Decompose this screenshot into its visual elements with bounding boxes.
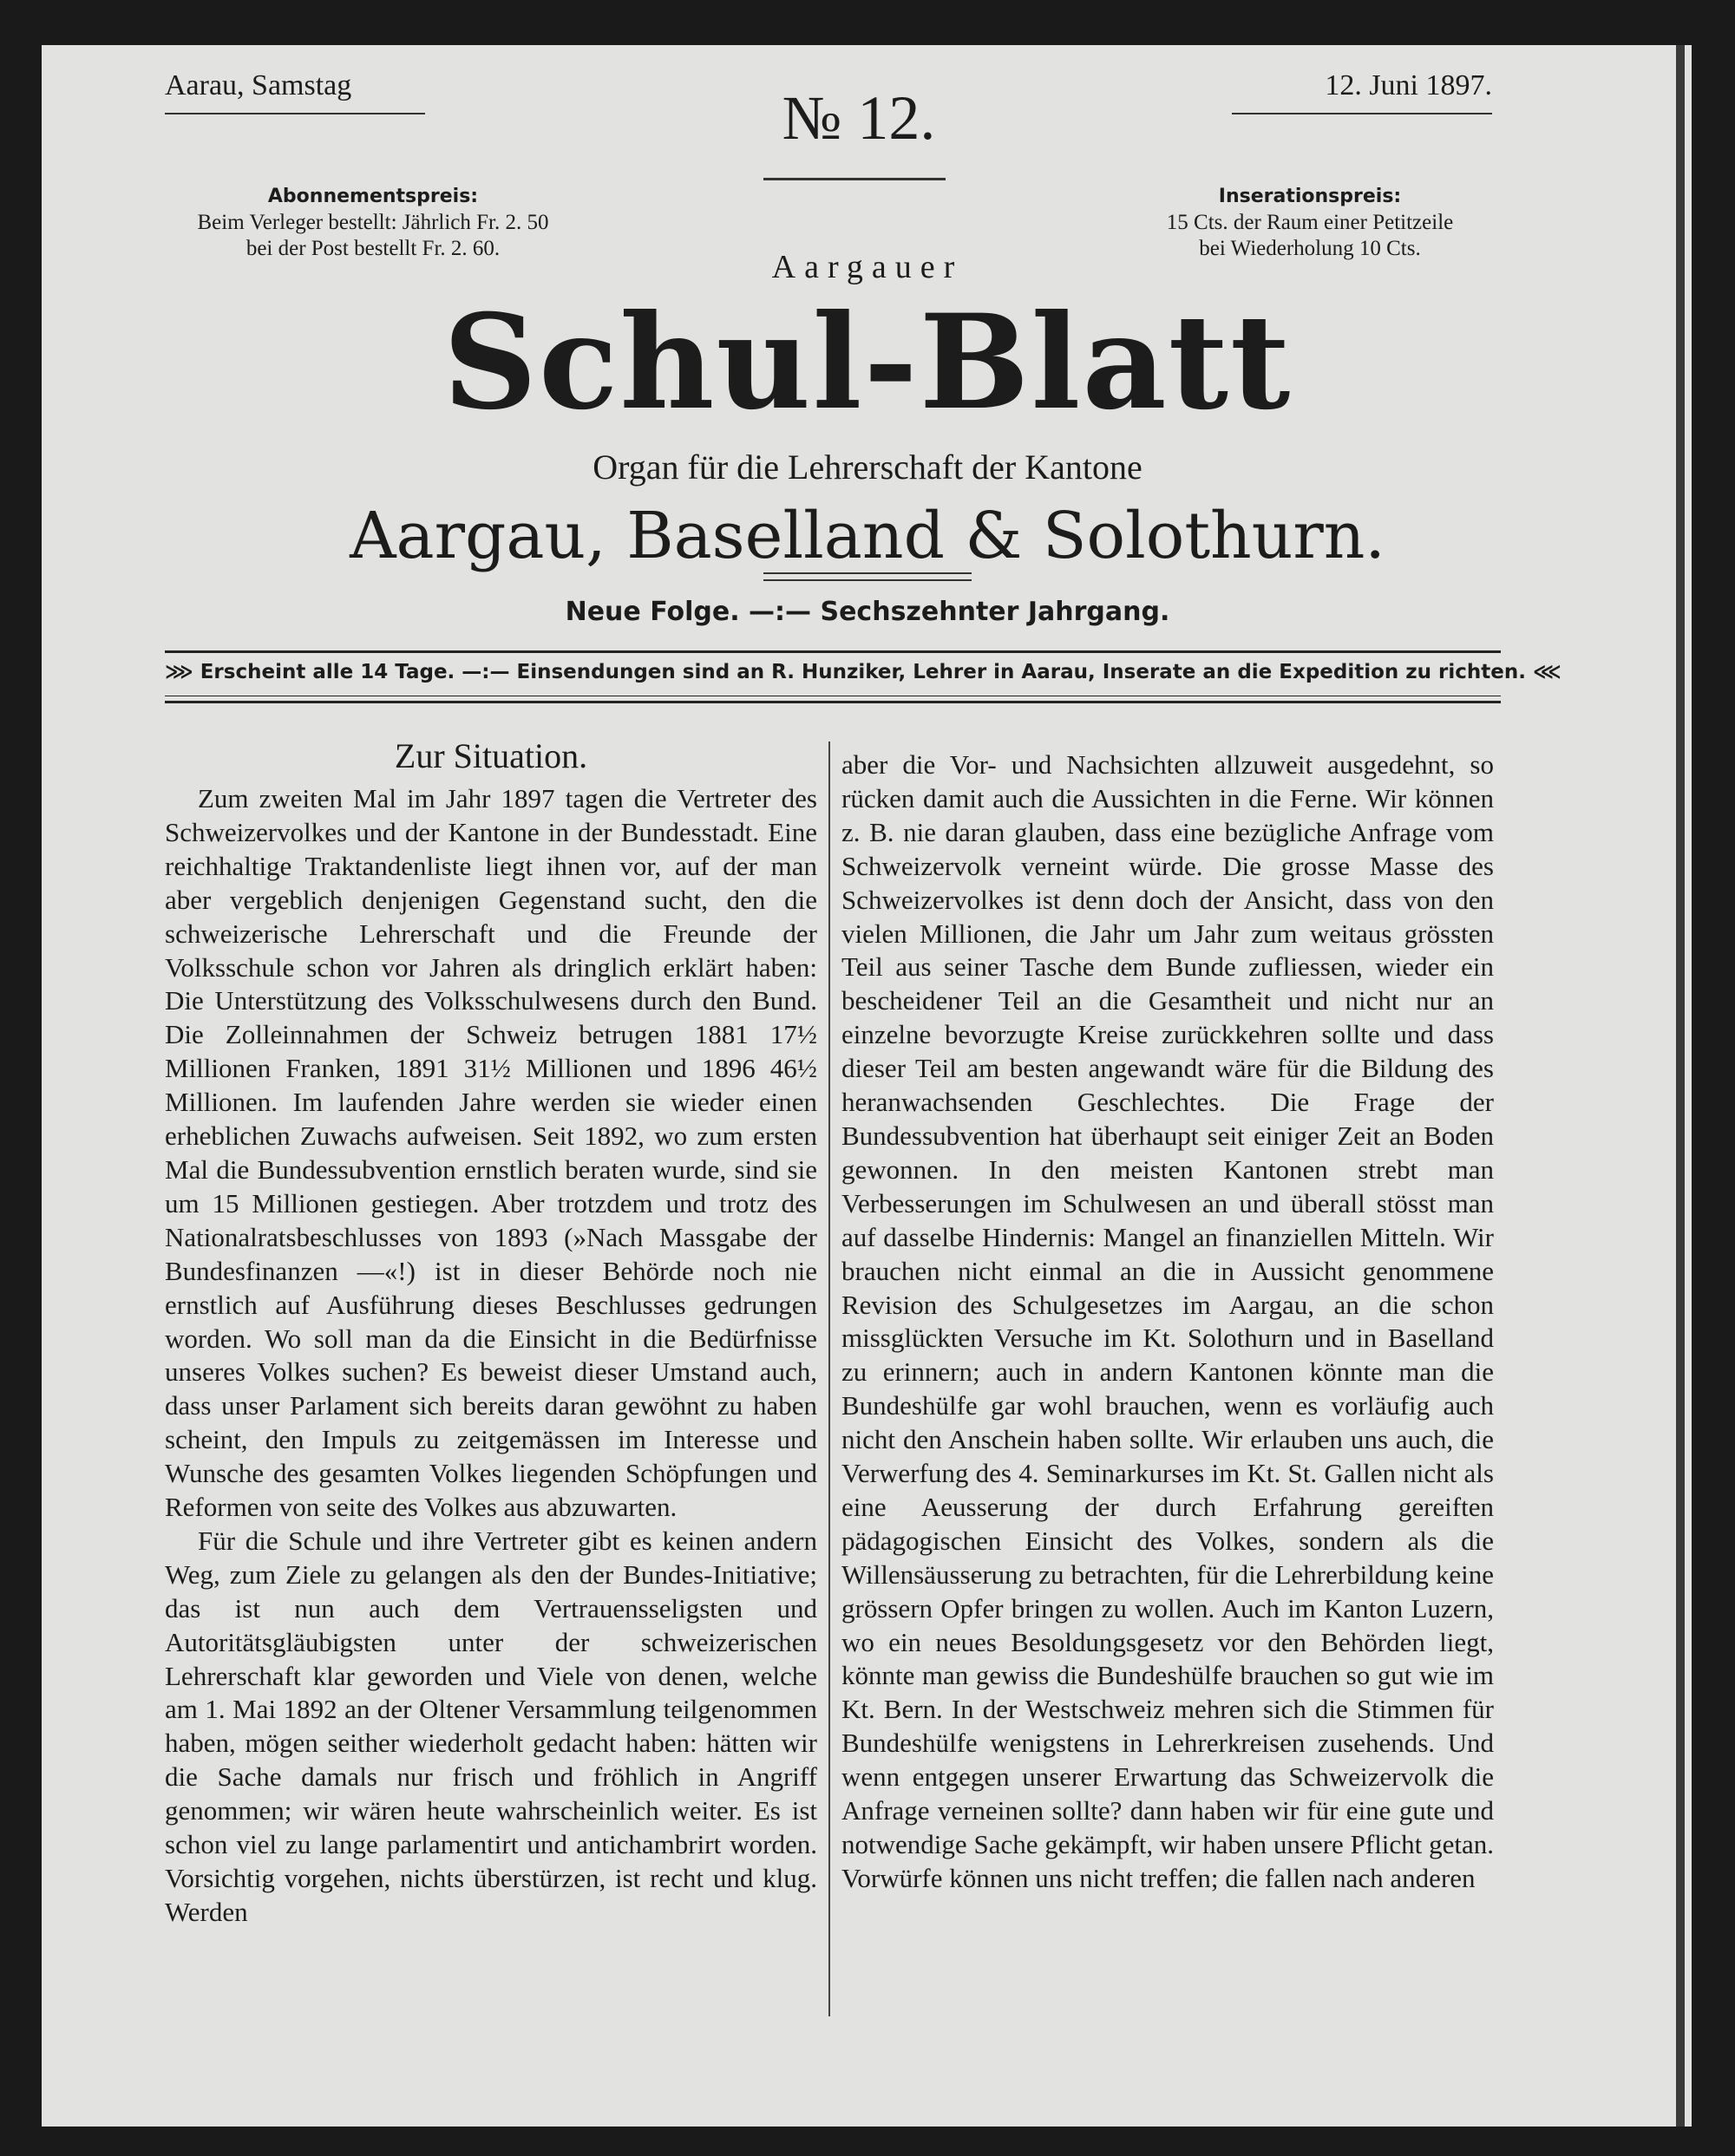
divider (165, 113, 425, 114)
insertion-info (1119, 184, 1501, 262)
insertion-line: bei Wiederholung 10 Cts. (1199, 237, 1421, 260)
article-paragraph: Für die Schule und ihre Vertreter gibt es keinen andern Weg, zum Ziele zu gelangen als den der Bundes-Initiative; das ist nun auch dem Vertrauensseligsten und Autoritätsgläubigsten unter der schweizerischen Lehrerschaft klar geworden und Viele von denen, welche am 1. Mai 1892 an der Oltener Versammlung teilgenommen haben, mögen seither wiederholt gedacht haben: hätten wir die Sache damals nur frisch und fröhlich in Angriff genommen; wir wären heute wahrscheinlich weiter. Es ist schon viel zu lange parlamentirt und antichambrirt worden. Vorsichtig vorgehen, nichts überstürzen, ist recht und klug. Werden (165, 1525, 817, 1927)
rule (165, 701, 1501, 703)
masthead-cantons: Aargau, Baselland & Solothurn. (350, 499, 1385, 573)
insertion-line: 15 Cts. der Raum einer Petitzeile (1166, 211, 1454, 234)
issue-number: № 12. (782, 83, 936, 153)
article-title: Zur Situation. (394, 736, 588, 775)
article-paragraph: aber die Vor- und Nachsichten allzuweit ausgedehnt, so rücken damit auch die Aussichten in die Ferne. Wir können z. B. nie daran glauben, dass eine bezügliche Anfrage vom Schweizervolk verneint würde. Die grosse Masse des Schweizervolkes ist denn doch der Ansicht, dass von den vielen Millionen, die Jahr um Jahr zum weitaus grössten Teil aus seiner Tasche dem Bunde zufliessen, wieder ein bescheidener Teil an die Gesamtheit und nicht nur an einzelne bevorzugte Kreise zurückkehren sollte und dass dieser Teil am besten angewandt wäre für die Bildung des heranwachsenden Geschlechtes. Die Frage der Bundessubvention hat überhaupt seit einiger Zeit an Boden gewonnen. In den meisten Kantonen strebt man Verbesserungen im Schulwesen an und überall stösst man auf dasselbe Hindernis: Mangel an finanziellen Mitteln. Wir brauchen nicht einmal an die in Aussicht genommene Revision des Schulgesetzes im Aargau, an die schon missglückten Versuche im Kt. Solothurn und in Baselland zu erinnern; auch in andern Kantonen könnte man die Bundeshülfe gar wohl brauchen, wenn es vorläufig auch nicht den Anschein haben sollte. Wir erlauben uns auch, die Verwerfung des 4. Seminarkurses im Kt. St. Gallen nicht als eine Aeusserung der durch Erfahrung gereiften pädagogischen Einsicht des Volkes, sondern als die Willensäusserung zu betrachten, für die Lehrerbildung keine grössern Opfer bringen zu wollen. Auch im Kanton Luzern, wo ein neues Besoldungsgesetz vor den Behörden liegt, könnte man gewiss die Bundeshülfe brauchen so gut wie im Kt. Bern. In der Westschweiz mehren sich die Stimmen für Bundeshülfe wenigstens in Lehrerkreisen zusehends. Und wenn entgegen unserer Erwartung das Schweizervolk die Anfrage verneinen sollte? dann haben wir für eine gute und notwendige Sache gekämpft, wir haben unsere Pflicht getan. Vorwürfe können uns nicht treffen; die fallen nach anderen (841, 749, 1494, 1893)
article-column-left (165, 782, 817, 1930)
subscription-heading: Abonnementspreis: (267, 186, 479, 207)
article-paragraph: Zum zweiten Mal im Jahr 1897 tagen die Vertreter des Schweizervolkes und der Kantone in der Bundesstadt. Eine reichhaltige Traktandenliste liegt ihnen vor, auf der man aber vergeblich denjenigen Gegenstand sucht, den die schweizerische Lehrerschaft und die Freunde der Volksschule schon vor Jahren als dringlich erklärt haben: Die Unterstützung des Volksschulwesens durch den Bund. Die Zolleinnahmen der Schweiz betrugen 1881 17½ Millionen Franken, 1891 31½ Millionen und 1896 46½ Millionen. Im laufenden Jahre werden sie wieder einen erheblichen Zuwachs aufweisen. Seit 1892, wo zum ersten Mal die Bundessubvention ernstlich beraten wurde, sind sie um 15 Millionen gestiegen. Aber trotzdem und trotz des Nationalratsbeschlusses von 1893 (»Nach Massgabe der Bundesfinanzen —«!) ist in dieser Behörde noch nie ernstlich auf Ausführung dieses Beschlusses gedrungen worden. Wo soll man da die Einsicht in die Bedürfnisse unseres Volkes suchen? Es beweist dieser Umstand auch, dass unser Parlament sich bereits daran gewöhnt zu haben scheint, den Impuls zu zeitgemässen im Interesse und Wunsche des gesamten Volkes liegenden Schöpfungen und Reformen von seite des Volkes aus abzuwarten. (165, 783, 817, 1523)
insertion-heading: Inserationspreis: (1218, 186, 1402, 207)
divider (1232, 113, 1492, 114)
masthead-pre-title: Aargauer (771, 249, 964, 285)
series-line: Neue Folge. —:— Sechszehnter Jahrgang. (565, 597, 1170, 627)
subscription-line: bei der Post bestellt Fr. 2. 60. (246, 237, 501, 260)
place-day: Aarau, Samstag (165, 69, 352, 101)
masthead-subtitle: Organ für die Lehrerschaft der Kantone (593, 448, 1142, 487)
issue-date: 12. Juni 1897. (1325, 69, 1492, 101)
subscription-line: Beim Verleger bestellt: Jährlich Fr. 2. 50 (197, 211, 549, 234)
double-rule (763, 572, 972, 581)
masthead-title: Schul-Blatt (442, 286, 1293, 439)
divider (763, 178, 946, 180)
column-divider (828, 742, 830, 2016)
page-edge (1676, 45, 1685, 2127)
article-column-right (841, 748, 1494, 1896)
subscription-info (156, 184, 590, 262)
rule (165, 650, 1501, 653)
publication-banner: ⋙ Erscheint alle 14 Tage. —:— Einsendungen sind an R. Hunziker, Lehrer in Aarau, Inserate an die Expedition zu richten. ⋘ (165, 661, 1562, 683)
